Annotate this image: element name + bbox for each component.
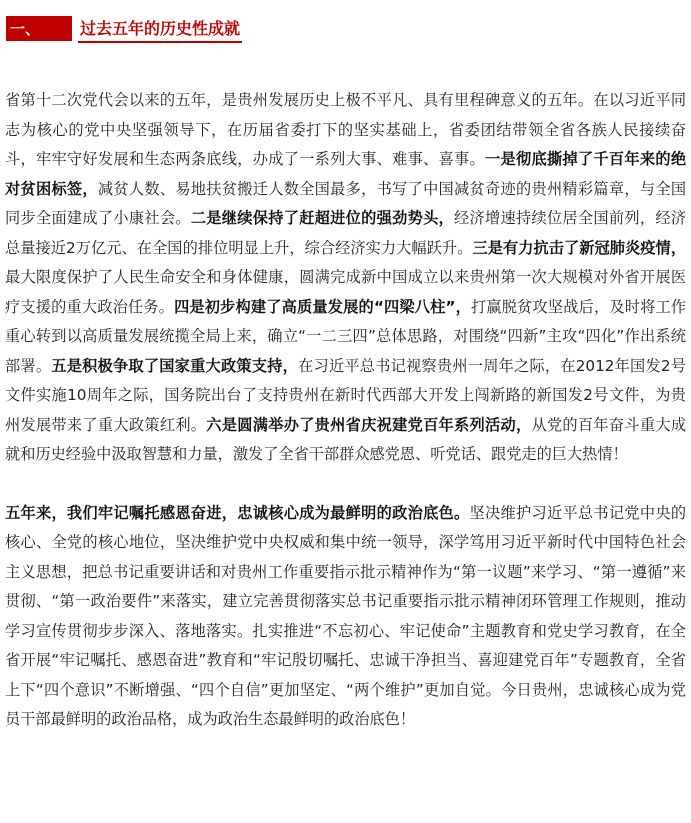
text-run: 从党的百年奋斗重大成就和历史经验中汲取智慧和力量，激发了全省干部群众感党恩、听党话、跟党走的巨大热情！ [5,415,687,463]
highlight-run: 四是初步构建了高质量发展的“四梁八柱”， [174,297,472,316]
text-run: 省第十二次党代会以来的五年，是贵州发展历史上极不平凡、具有里程碑意义的五年。在以习近平同志为核心的党中央坚强领导下，在历届省委打下的坚实基础上，省委团结带领全省各族人民接续奋斗，牢牢守好发展和生态两条底线，办成了一系列大事、难事、喜事。 [5,91,686,168]
paragraph-loyalty [5,499,686,735]
section-heading [6,16,242,43]
text-run: 减贫人数、易地扶贫搬迁人数全国最多，书写了中国减贫奇迹的贵州精彩篇章，与全国同步全面建成了小康社会。 [5,179,687,227]
text-run: 在习近平总书记视察贵州一周年之际，在2012年国发2号文件实施10周年之际，国务院出台了支持贵州在新时代西部大开发上闯新路的新国发2号文件，为贵州发展带来了重大政策红利。 [5,356,687,434]
highlight-run: 二是继续保持了赶超进位的强劲势头， [190,209,455,227]
highlight-run: 一是彻底撕掉了千百年来的绝对贫困标签， [5,150,687,198]
text-run: 最大限度保护了人民生命安全和身体健康，圆满完成新中国成立以来贵州第一次大规模对外省开展医疗支援的重大政治任务。 [5,268,686,316]
highlight-run: 三是有力抗击了新冠肺炎疫情， [472,238,687,257]
paragraph-achievements [5,86,686,470]
section-number: 一、 [6,16,72,41]
article-body [5,86,686,735]
highlight-run: 六是圆满举办了贵州省庆祝建党百年系列活动， [206,415,532,434]
highlight-run: 五年来，我们牢记嘱托感恩奋进，忠诚核心成为最鲜明的政治底色。 [5,503,470,522]
highlight-run: 五是积极争取了国家重大政策支持， [51,356,299,375]
text-run: 坚决维护习近平总书记党中央的核心、全党的核心地位，坚决维护党中央权威和集中统一领导，深学笃用习近平新时代中国特色社会主义思想，把总书记重要讲话和对贵州工作重要指示批示精神作为“第一议题”来学习、“第一遵循”来贯彻、“第一政治要件”来落实，建立完善贯彻落实总书记重要指示批示精神闭环管理工作规则，推动学习宣传贯彻步步深入、落地落实。扎实推进“不忘初心、牢记使命”主题教育和党史学习教育，在全省开展“牢记嘱托、感恩奋进”教育和“牢记殷切嘱托、忠诚干净担当、喜迎建党百年”专题教育，全省上下“四个意识”不断增强、“四个自信”更加坚定、“两个维护”更加自觉。今日贵州，忠诚核心成为党员干部最鲜明的政治品格，成为政治生态最鲜明的政治底色！ [5,503,687,728]
section-title: 过去五年的历史性成就 [78,16,242,43]
text-run: 打赢脱贫攻坚战后，及时将工作重心转到以高质量发展统揽全局上来，确立“一二三四”总体思路，对围绕“四新”主攻“四化”作出系统部署。 [5,297,687,375]
text-run: 经济增速持续位居全国前列，经济总量接近2万亿元、在全国的排位明显上升，综合经济实力大幅跃升。 [5,209,687,257]
